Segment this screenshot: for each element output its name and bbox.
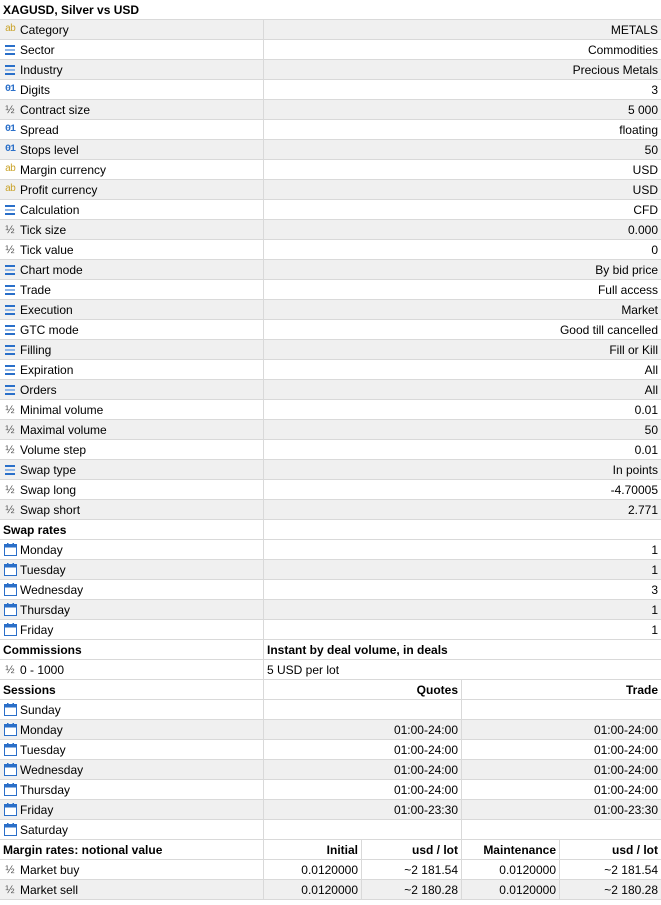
session-day-label: Tuesday <box>20 742 66 757</box>
property-label: Spread <box>20 122 59 137</box>
margin-maintenance-header: Maintenance <box>461 840 559 859</box>
property-name <box>0 480 263 499</box>
swap-rate-row[interactable] <box>0 620 661 640</box>
property-name <box>0 80 263 99</box>
property-value: 2.771 <box>263 500 661 519</box>
sessions-header-row <box>0 680 661 700</box>
margin-rates-list <box>0 860 661 900</box>
margin-maintenance: 0.0120000 <box>461 860 559 879</box>
swap-day-label: Thursday <box>20 602 71 617</box>
integer-type-icon: 01 <box>4 124 15 135</box>
margin-initial-header: Initial <box>263 840 361 859</box>
property-value: METALS <box>263 20 661 39</box>
margin-initial: 0.0120000 <box>263 880 361 899</box>
property-name <box>0 300 263 319</box>
property-name <box>0 20 263 39</box>
session-quotes: 01:00-24:00 <box>263 740 461 759</box>
property-label: Sector <box>20 42 55 57</box>
property-label: Profit currency <box>20 182 98 197</box>
session-day <box>0 820 263 839</box>
property-row[interactable] <box>0 180 661 200</box>
property-name <box>0 180 263 199</box>
property-row[interactable] <box>0 220 661 240</box>
property-row[interactable] <box>0 420 661 440</box>
window-title: XAGUSD, Silver vs USD <box>3 2 140 17</box>
property-label: Tick value <box>20 242 74 257</box>
property-name <box>0 500 263 519</box>
commission-range-label: 0 - 1000 <box>20 662 65 677</box>
swap-rates-list <box>0 540 661 640</box>
property-value: USD <box>263 160 661 179</box>
property-label: Maximal volume <box>20 422 107 437</box>
property-row[interactable] <box>0 320 661 340</box>
sessions-header: Sessions <box>3 682 56 697</box>
properties-list <box>0 20 661 520</box>
session-quotes <box>263 820 461 839</box>
session-trade: 01:00-24:00 <box>461 740 661 759</box>
enum-list-icon <box>3 283 17 297</box>
swap-rate-row[interactable] <box>0 600 661 620</box>
property-value: CFD <box>263 200 661 219</box>
commissions-header: Commissions <box>3 642 82 657</box>
property-label: Expiration <box>20 362 74 377</box>
fraction-type-icon: ½ <box>5 883 15 896</box>
margin-maintenance-usd: ~2 180.28 <box>559 880 661 899</box>
margin-row[interactable] <box>0 860 661 880</box>
property-label: Industry <box>20 62 63 77</box>
property-row[interactable] <box>0 60 661 80</box>
property-name <box>0 320 263 339</box>
calendar-icon <box>3 543 17 557</box>
property-value: 3 <box>263 80 661 99</box>
enum-list-icon <box>3 363 17 377</box>
property-name <box>0 40 263 59</box>
session-day-label: Monday <box>20 722 63 737</box>
property-row[interactable] <box>0 300 661 320</box>
property-label: Minimal volume <box>20 402 104 417</box>
session-row[interactable] <box>0 700 661 720</box>
margin-name-label: Market buy <box>20 862 80 877</box>
property-row[interactable] <box>0 380 661 400</box>
session-day-label: Saturday <box>20 822 69 837</box>
swap-day-label: Tuesday <box>20 562 66 577</box>
fraction-type-icon: ½ <box>5 223 15 236</box>
property-label: Volume step <box>20 442 87 457</box>
sessions-quotes-header: Quotes <box>263 680 461 699</box>
commissions-list <box>0 660 661 680</box>
session-quotes <box>263 700 461 719</box>
fraction-type-icon: ½ <box>5 503 15 516</box>
swap-rate-row[interactable] <box>0 580 661 600</box>
property-value: Market <box>263 300 661 319</box>
property-value: All <box>263 360 661 379</box>
calendar-icon <box>3 823 17 837</box>
property-label: Execution <box>20 302 73 317</box>
text-type-icon: ab <box>4 164 15 175</box>
margin-name-label: Market sell <box>20 882 79 897</box>
property-name <box>0 400 263 419</box>
sessions-trade-header: Trade <box>461 680 661 699</box>
commissions-header-row <box>0 640 661 660</box>
enum-list-icon <box>3 383 17 397</box>
swap-rates-header-row <box>0 520 661 540</box>
title-row <box>0 0 661 20</box>
swap-day <box>0 600 263 619</box>
property-label: Contract size <box>20 102 91 117</box>
session-quotes: 01:00-24:00 <box>263 720 461 739</box>
session-day <box>0 800 263 819</box>
property-row[interactable] <box>0 200 661 220</box>
property-row[interactable] <box>0 360 661 380</box>
margin-name <box>0 860 263 879</box>
enum-list-icon <box>3 263 17 277</box>
fraction-type-icon: ½ <box>5 243 15 256</box>
session-trade <box>461 820 661 839</box>
property-name <box>0 220 263 239</box>
swap-day-label: Wednesday <box>20 582 84 597</box>
property-label: Swap short <box>20 502 81 517</box>
property-value: 0.01 <box>263 440 661 459</box>
margin-maintenance-usd-header: usd / lot <box>559 840 661 859</box>
enum-list-icon <box>3 203 17 217</box>
property-name <box>0 340 263 359</box>
property-value: By bid price <box>263 260 661 279</box>
property-label: Tick size <box>20 222 67 237</box>
property-row[interactable] <box>0 160 661 180</box>
session-day <box>0 740 263 759</box>
property-row[interactable] <box>0 460 661 480</box>
session-quotes: 01:00-24:00 <box>263 760 461 779</box>
swap-day <box>0 560 263 579</box>
property-value: Precious Metals <box>263 60 661 79</box>
property-name <box>0 380 263 399</box>
session-trade <box>461 700 661 719</box>
swap-rate-value: 1 <box>263 540 661 559</box>
property-row[interactable] <box>0 140 661 160</box>
property-value: Commodities <box>263 40 661 59</box>
commission-row[interactable] <box>0 660 661 680</box>
margin-initial-usd: ~2 181.54 <box>361 860 461 879</box>
property-label: Swap long <box>20 482 77 497</box>
calendar-icon <box>3 763 17 777</box>
calendar-icon <box>3 743 17 757</box>
session-quotes: 01:00-24:00 <box>263 780 461 799</box>
margin-initial-usd: ~2 180.28 <box>361 880 461 899</box>
property-label: Trade <box>20 282 51 297</box>
session-trade: 01:00-23:30 <box>461 800 661 819</box>
property-row[interactable] <box>0 340 661 360</box>
session-row[interactable] <box>0 740 661 760</box>
fraction-type-icon: ½ <box>5 863 15 876</box>
property-row[interactable] <box>0 80 661 100</box>
property-value: 0.000 <box>263 220 661 239</box>
property-label: Margin currency <box>20 162 107 177</box>
property-value: 0.01 <box>263 400 661 419</box>
property-value: 0 <box>263 240 661 259</box>
property-label: Calculation <box>20 202 80 217</box>
margin-name <box>0 880 263 899</box>
swap-rate-value: 1 <box>263 620 661 639</box>
session-row[interactable] <box>0 760 661 780</box>
swap-day-label: Monday <box>20 542 63 557</box>
property-row[interactable] <box>0 100 661 120</box>
swap-day-label: Friday <box>20 622 54 637</box>
enum-list-icon <box>3 63 17 77</box>
swap-rate-value: 1 <box>263 600 661 619</box>
margin-rates-header-row <box>0 840 661 860</box>
property-value: Full access <box>263 280 661 299</box>
property-name <box>0 280 263 299</box>
commission-range <box>0 660 263 679</box>
property-label: Chart mode <box>20 262 83 277</box>
property-row[interactable] <box>0 120 661 140</box>
session-row[interactable] <box>0 720 661 740</box>
property-value: 50 <box>263 140 661 159</box>
property-name <box>0 240 263 259</box>
margin-maintenance: 0.0120000 <box>461 880 559 899</box>
calendar-icon <box>3 583 17 597</box>
fraction-type-icon: ½ <box>5 483 15 496</box>
property-value: -4.70005 <box>263 480 661 499</box>
property-name <box>0 160 263 179</box>
property-row[interactable] <box>0 240 661 260</box>
property-name <box>0 140 263 159</box>
session-day-label: Friday <box>20 802 54 817</box>
calendar-icon <box>3 563 17 577</box>
swap-rate-value: 1 <box>263 560 661 579</box>
enum-list-icon <box>3 463 17 477</box>
property-name <box>0 60 263 79</box>
property-value: All <box>263 380 661 399</box>
property-row[interactable] <box>0 480 661 500</box>
property-name <box>0 360 263 379</box>
property-name <box>0 420 263 439</box>
margin-maintenance-usd: ~2 181.54 <box>559 860 661 879</box>
property-row[interactable] <box>0 440 661 460</box>
swap-day <box>0 580 263 599</box>
property-row[interactable] <box>0 20 661 40</box>
property-name <box>0 440 263 459</box>
property-label: Stops level <box>20 142 79 157</box>
property-value: In points <box>263 460 661 479</box>
enum-list-icon <box>3 323 17 337</box>
sessions-list <box>0 700 661 840</box>
property-label: Filling <box>20 342 52 357</box>
session-day-label: Sunday <box>20 702 61 717</box>
integer-type-icon: 01 <box>4 144 15 155</box>
swap-rate-value: 3 <box>263 580 661 599</box>
property-name <box>0 200 263 219</box>
fraction-type-icon: ½ <box>5 423 15 436</box>
session-trade: 01:00-24:00 <box>461 780 661 799</box>
calendar-icon <box>3 783 17 797</box>
property-label: Category <box>20 22 69 37</box>
enum-list-icon <box>3 343 17 357</box>
enum-list-icon <box>3 303 17 317</box>
property-name <box>0 260 263 279</box>
calendar-icon <box>3 803 17 817</box>
session-row[interactable] <box>0 780 661 800</box>
session-day <box>0 720 263 739</box>
swap-day <box>0 620 263 639</box>
property-value: floating <box>263 120 661 139</box>
session-day-label: Thursday <box>20 782 71 797</box>
calendar-icon <box>3 703 17 717</box>
fraction-type-icon: ½ <box>5 103 15 116</box>
swap-rate-row[interactable] <box>0 540 661 560</box>
calendar-icon <box>3 623 17 637</box>
commissions-header-value: Instant by deal volume, in deals <box>263 640 661 659</box>
session-row[interactable] <box>0 820 661 840</box>
property-row[interactable] <box>0 500 661 520</box>
property-row[interactable] <box>0 400 661 420</box>
margin-row[interactable] <box>0 880 661 900</box>
property-label: Orders <box>20 382 57 397</box>
text-type-icon: ab <box>4 184 15 195</box>
session-day-label: Wednesday <box>20 762 84 777</box>
swap-day <box>0 540 263 559</box>
calendar-icon <box>3 603 17 617</box>
integer-type-icon: 01 <box>4 84 15 95</box>
property-row[interactable] <box>0 260 661 280</box>
property-value: 5 000 <box>263 100 661 119</box>
property-name <box>0 120 263 139</box>
property-label: Digits <box>20 82 51 97</box>
session-row[interactable] <box>0 800 661 820</box>
property-value: Good till cancelled <box>263 320 661 339</box>
fraction-type-icon: ½ <box>5 403 15 416</box>
session-trade: 01:00-24:00 <box>461 720 661 739</box>
session-day <box>0 780 263 799</box>
swap-rates-header-value <box>263 520 661 539</box>
property-row[interactable] <box>0 280 661 300</box>
property-name <box>0 100 263 119</box>
enum-list-icon <box>3 43 17 57</box>
property-row[interactable] <box>0 40 661 60</box>
session-trade: 01:00-24:00 <box>461 760 661 779</box>
session-day <box>0 760 263 779</box>
text-type-icon: ab <box>4 24 15 35</box>
session-quotes: 01:00-23:30 <box>263 800 461 819</box>
session-day <box>0 700 263 719</box>
property-label: Swap type <box>20 462 77 477</box>
margin-rates-header: Margin rates: notional value <box>3 842 163 857</box>
margin-initial-usd-header: usd / lot <box>361 840 461 859</box>
fraction-type-icon: ½ <box>5 443 15 456</box>
calendar-icon <box>3 723 17 737</box>
commission-value: 5 USD per lot <box>263 660 661 679</box>
margin-initial: 0.0120000 <box>263 860 361 879</box>
swap-rate-row[interactable] <box>0 560 661 580</box>
property-label: GTC mode <box>20 322 79 337</box>
property-value: Fill or Kill <box>263 340 661 359</box>
swap-rates-header: Swap rates <box>3 522 67 537</box>
property-value: USD <box>263 180 661 199</box>
property-value: 50 <box>263 420 661 439</box>
property-name <box>0 460 263 479</box>
fraction-type-icon: ½ <box>5 663 15 676</box>
